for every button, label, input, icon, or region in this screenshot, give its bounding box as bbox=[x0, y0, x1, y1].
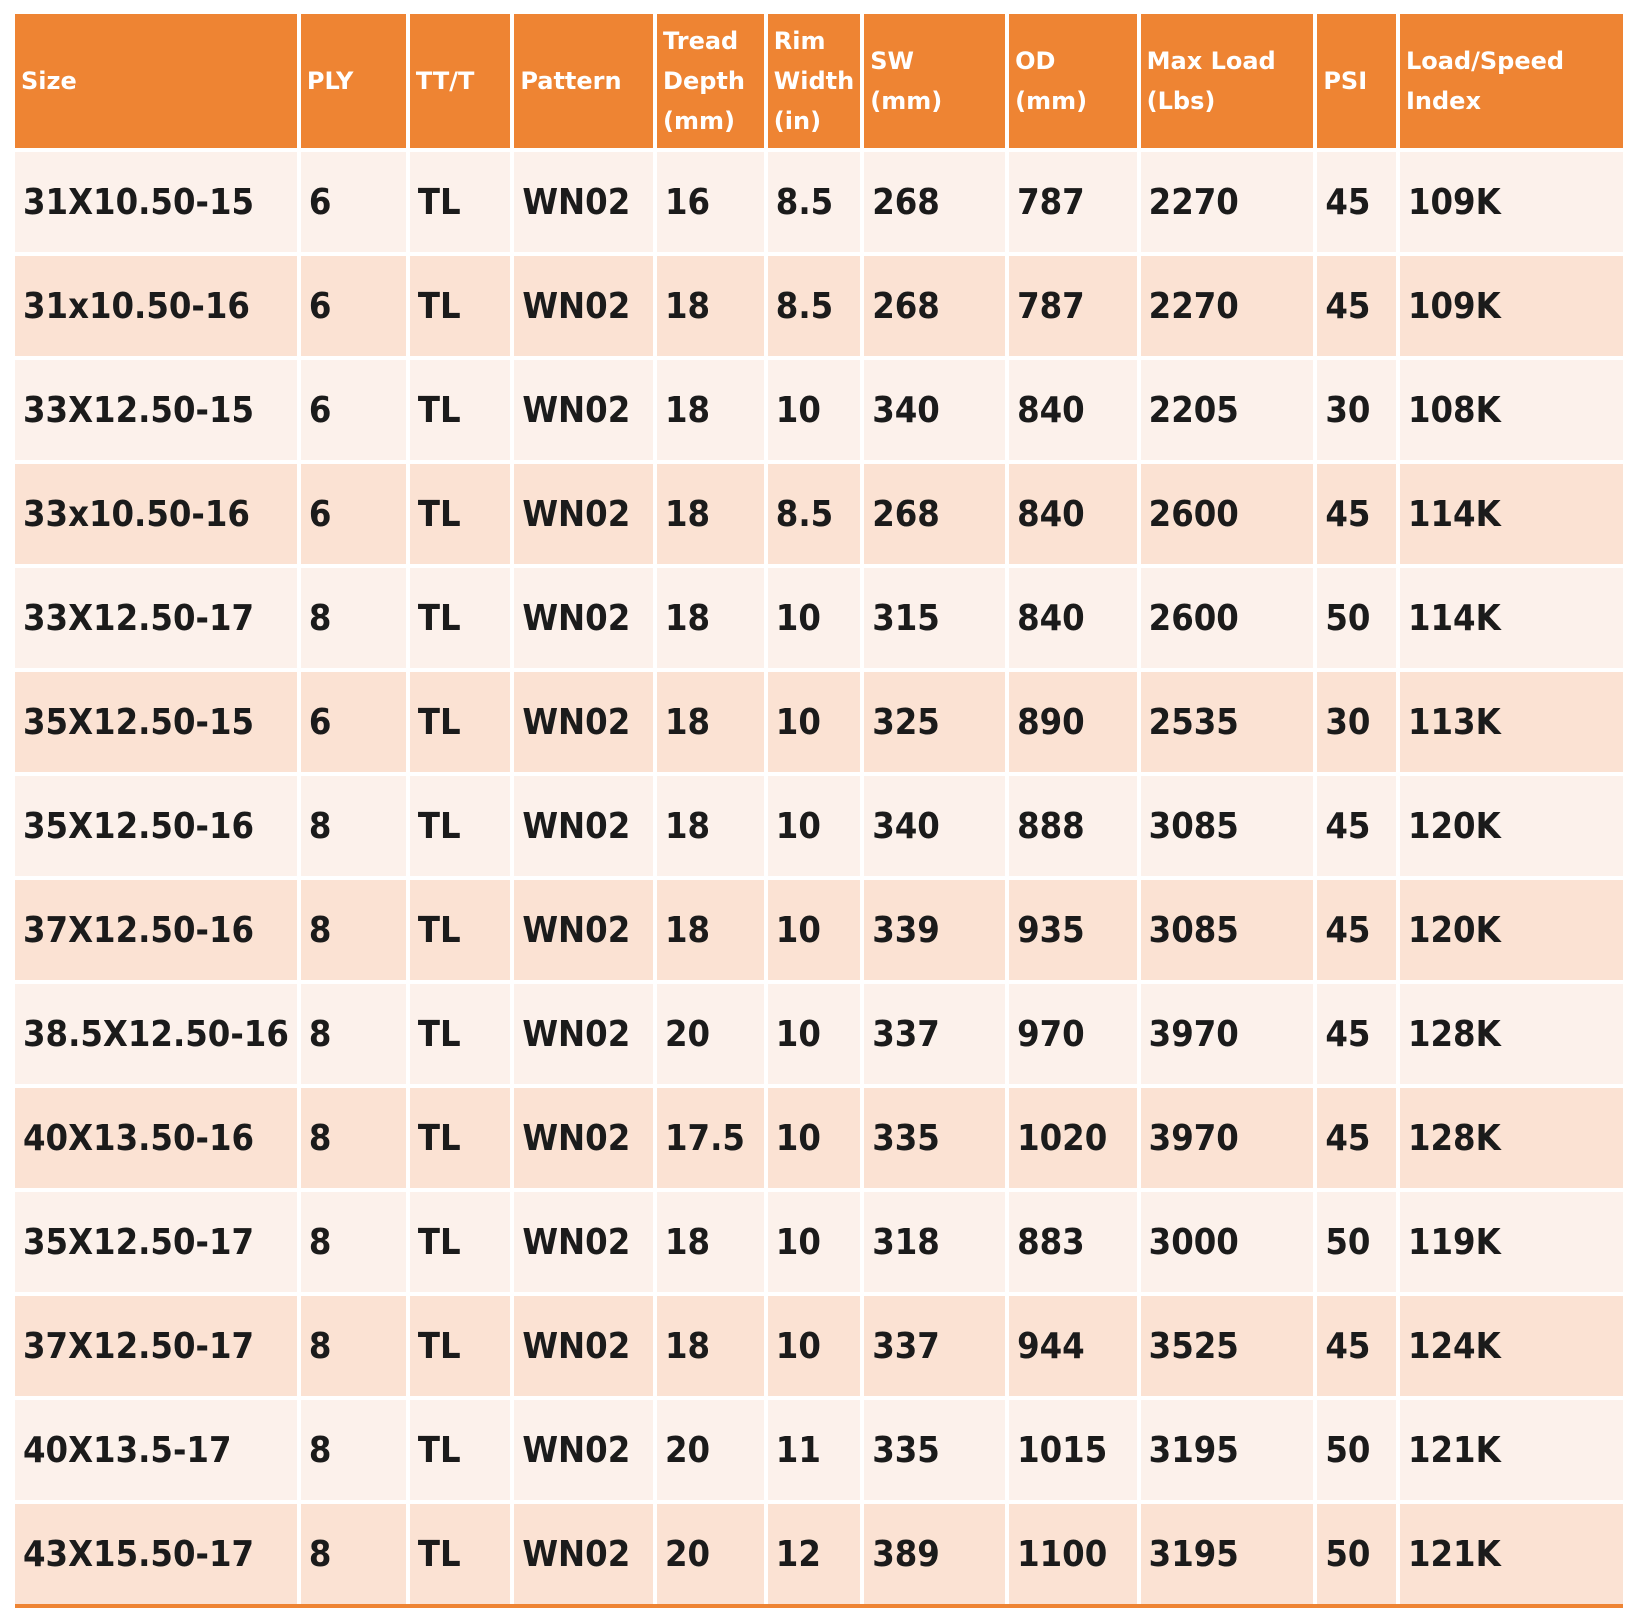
cell-psi: 30 bbox=[1317, 360, 1396, 460]
header-tt-t: TT/T bbox=[410, 14, 510, 148]
cell-pattern: WN02 bbox=[514, 984, 653, 1084]
cell-psi: 50 bbox=[1317, 1192, 1396, 1292]
cell-tread-depth: 18 bbox=[657, 776, 764, 876]
cell-od: 970 bbox=[1009, 984, 1137, 1084]
cell-size: 38.5X12.50-16 bbox=[15, 984, 297, 1084]
cell-load-speed-index: 114K bbox=[1400, 568, 1623, 668]
cell-max-load: 2205 bbox=[1141, 360, 1314, 460]
cell-psi: 30 bbox=[1317, 672, 1396, 772]
cell-tt-t: TL bbox=[410, 256, 510, 356]
cell-od: 935 bbox=[1009, 880, 1137, 980]
cell-od: 840 bbox=[1009, 464, 1137, 564]
cell-pattern: WN02 bbox=[514, 360, 653, 460]
cell-rim-width: 11 bbox=[768, 1400, 860, 1500]
cell-tt-t: TL bbox=[410, 1400, 510, 1500]
cell-max-load: 2270 bbox=[1141, 256, 1314, 356]
cell-size: 35X12.50-16 bbox=[15, 776, 297, 876]
table-row bbox=[15, 464, 1623, 564]
cell-load-speed-index: 121K bbox=[1400, 1504, 1623, 1604]
cell-size: 33X12.50-17 bbox=[15, 568, 297, 668]
cell-load-speed-index: 113K bbox=[1400, 672, 1623, 772]
cell-size: 40X13.50-16 bbox=[15, 1088, 297, 1188]
cell-rim-width: 12 bbox=[768, 1504, 860, 1604]
cell-tt-t: TL bbox=[410, 1088, 510, 1188]
table-row bbox=[15, 984, 1623, 1084]
table-row bbox=[15, 1088, 1623, 1188]
cell-load-speed-index: 120K bbox=[1400, 880, 1623, 980]
cell-max-load: 3085 bbox=[1141, 880, 1314, 980]
cell-psi: 45 bbox=[1317, 1088, 1396, 1188]
cell-tread-depth: 18 bbox=[657, 880, 764, 980]
cell-sw: 340 bbox=[864, 360, 1005, 460]
cell-load-speed-index: 128K bbox=[1400, 984, 1623, 1084]
cell-pattern: WN02 bbox=[514, 256, 653, 356]
cell-max-load: 3195 bbox=[1141, 1504, 1314, 1604]
cell-sw: 337 bbox=[864, 984, 1005, 1084]
cell-load-speed-index: 114K bbox=[1400, 464, 1623, 564]
cell-ply: 8 bbox=[301, 776, 406, 876]
cell-ply: 8 bbox=[301, 1296, 406, 1396]
table-row bbox=[15, 1504, 1623, 1604]
cell-psi: 50 bbox=[1317, 1504, 1396, 1604]
cell-rim-width: 10 bbox=[768, 672, 860, 772]
header-ply: PLY bbox=[301, 14, 406, 148]
cell-rim-width: 10 bbox=[768, 880, 860, 980]
cell-max-load: 3000 bbox=[1141, 1192, 1314, 1292]
cell-psi: 45 bbox=[1317, 776, 1396, 876]
cell-psi: 45 bbox=[1317, 464, 1396, 564]
cell-rim-width: 10 bbox=[768, 1192, 860, 1292]
cell-tt-t: TL bbox=[410, 152, 510, 252]
cell-load-speed-index: 128K bbox=[1400, 1088, 1623, 1188]
cell-pattern: WN02 bbox=[514, 776, 653, 876]
cell-max-load: 3970 bbox=[1141, 1088, 1314, 1188]
cell-tread-depth: 20 bbox=[657, 984, 764, 1084]
cell-psi: 50 bbox=[1317, 568, 1396, 668]
table-row bbox=[15, 568, 1623, 668]
table-body bbox=[15, 152, 1623, 1604]
cell-od: 1015 bbox=[1009, 1400, 1137, 1500]
cell-sw: 335 bbox=[864, 1400, 1005, 1500]
cell-size: 40X13.5-17 bbox=[15, 1400, 297, 1500]
cell-od: 787 bbox=[1009, 152, 1137, 252]
cell-tread-depth: 20 bbox=[657, 1504, 764, 1604]
table-row bbox=[15, 1192, 1623, 1292]
cell-tread-depth: 20 bbox=[657, 1400, 764, 1500]
cell-ply: 8 bbox=[301, 1088, 406, 1188]
cell-rim-width: 10 bbox=[768, 1296, 860, 1396]
cell-size: 35X12.50-17 bbox=[15, 1192, 297, 1292]
cell-tt-t: TL bbox=[410, 568, 510, 668]
cell-ply: 8 bbox=[301, 1504, 406, 1604]
cell-load-speed-index: 121K bbox=[1400, 1400, 1623, 1500]
cell-ply: 8 bbox=[301, 880, 406, 980]
cell-ply: 6 bbox=[301, 152, 406, 252]
cell-tread-depth: 17.5 bbox=[657, 1088, 764, 1188]
header-tread-depth: Tread Depth (mm) bbox=[657, 14, 764, 148]
cell-tread-depth: 18 bbox=[657, 256, 764, 356]
cell-pattern: WN02 bbox=[514, 672, 653, 772]
cell-max-load: 3195 bbox=[1141, 1400, 1314, 1500]
cell-size: 31x10.50-16 bbox=[15, 256, 297, 356]
cell-tt-t: TL bbox=[410, 880, 510, 980]
cell-psi: 45 bbox=[1317, 984, 1396, 1084]
cell-load-speed-index: 109K bbox=[1400, 152, 1623, 252]
table-row bbox=[15, 152, 1623, 252]
cell-tread-depth: 18 bbox=[657, 360, 764, 460]
header-size: Size bbox=[15, 14, 297, 148]
cell-ply: 8 bbox=[301, 1400, 406, 1500]
header-psi: PSI bbox=[1317, 14, 1396, 148]
cell-pattern: WN02 bbox=[514, 1504, 653, 1604]
header-load-speed-index: Load/Speed Index bbox=[1400, 14, 1623, 148]
cell-max-load: 2535 bbox=[1141, 672, 1314, 772]
cell-ply: 6 bbox=[301, 256, 406, 356]
cell-ply: 6 bbox=[301, 672, 406, 772]
cell-tread-depth: 16 bbox=[657, 152, 764, 252]
cell-ply: 8 bbox=[301, 1192, 406, 1292]
cell-sw: 268 bbox=[864, 256, 1005, 356]
table-row bbox=[15, 1400, 1623, 1500]
cell-rim-width: 8.5 bbox=[768, 464, 860, 564]
cell-sw: 318 bbox=[864, 1192, 1005, 1292]
cell-ply: 8 bbox=[301, 568, 406, 668]
cell-od: 840 bbox=[1009, 360, 1137, 460]
table-row bbox=[15, 672, 1623, 772]
cell-pattern: WN02 bbox=[514, 1400, 653, 1500]
cell-ply: 8 bbox=[301, 984, 406, 1084]
cell-load-speed-index: 109K bbox=[1400, 256, 1623, 356]
table-row bbox=[15, 776, 1623, 876]
cell-size: 37X12.50-17 bbox=[15, 1296, 297, 1396]
table-row bbox=[15, 880, 1623, 980]
cell-od: 944 bbox=[1009, 1296, 1137, 1396]
cell-pattern: WN02 bbox=[514, 568, 653, 668]
cell-od: 890 bbox=[1009, 672, 1137, 772]
header-rim-width: Rim Width (in) bbox=[768, 14, 860, 148]
cell-tt-t: TL bbox=[410, 984, 510, 1084]
cell-load-speed-index: 124K bbox=[1400, 1296, 1623, 1396]
cell-rim-width: 8.5 bbox=[768, 256, 860, 356]
cell-od: 888 bbox=[1009, 776, 1137, 876]
cell-psi: 45 bbox=[1317, 152, 1396, 252]
cell-tt-t: TL bbox=[410, 776, 510, 876]
cell-pattern: WN02 bbox=[514, 464, 653, 564]
cell-sw: 268 bbox=[864, 464, 1005, 564]
cell-od: 1020 bbox=[1009, 1088, 1137, 1188]
cell-pattern: WN02 bbox=[514, 880, 653, 980]
cell-max-load: 3970 bbox=[1141, 984, 1314, 1084]
cell-tt-t: TL bbox=[410, 360, 510, 460]
header-max-load: Max Load (Lbs) bbox=[1141, 14, 1314, 148]
cell-rim-width: 8.5 bbox=[768, 152, 860, 252]
bottom-rule bbox=[15, 1604, 1623, 1608]
cell-tread-depth: 18 bbox=[657, 568, 764, 668]
cell-tread-depth: 18 bbox=[657, 672, 764, 772]
cell-rim-width: 10 bbox=[768, 568, 860, 668]
cell-load-speed-index: 120K bbox=[1400, 776, 1623, 876]
cell-od: 1100 bbox=[1009, 1504, 1137, 1604]
cell-tt-t: TL bbox=[410, 672, 510, 772]
cell-sw: 335 bbox=[864, 1088, 1005, 1188]
cell-ply: 6 bbox=[301, 360, 406, 460]
cell-size: 37X12.50-16 bbox=[15, 880, 297, 980]
cell-pattern: WN02 bbox=[514, 1192, 653, 1292]
cell-max-load: 2600 bbox=[1141, 464, 1314, 564]
cell-max-load: 2600 bbox=[1141, 568, 1314, 668]
cell-size: 35X12.50-15 bbox=[15, 672, 297, 772]
cell-load-speed-index: 119K bbox=[1400, 1192, 1623, 1292]
tire-spec-table bbox=[11, 10, 1627, 1608]
header-pattern: Pattern bbox=[514, 14, 653, 148]
cell-size: 33x10.50-16 bbox=[15, 464, 297, 564]
header-od: OD (mm) bbox=[1009, 14, 1137, 148]
cell-max-load: 2270 bbox=[1141, 152, 1314, 252]
cell-size: 31X10.50-15 bbox=[15, 152, 297, 252]
table-row bbox=[15, 1296, 1623, 1396]
cell-psi: 50 bbox=[1317, 1400, 1396, 1500]
cell-pattern: WN02 bbox=[514, 1296, 653, 1396]
cell-load-speed-index: 108K bbox=[1400, 360, 1623, 460]
cell-tread-depth: 18 bbox=[657, 1296, 764, 1396]
cell-size: 33X12.50-15 bbox=[15, 360, 297, 460]
cell-od: 787 bbox=[1009, 256, 1137, 356]
cell-sw: 339 bbox=[864, 880, 1005, 980]
cell-od: 840 bbox=[1009, 568, 1137, 668]
cell-sw: 389 bbox=[864, 1504, 1005, 1604]
cell-tt-t: TL bbox=[410, 464, 510, 564]
cell-tread-depth: 18 bbox=[657, 464, 764, 564]
cell-tt-t: TL bbox=[410, 1192, 510, 1292]
cell-sw: 340 bbox=[864, 776, 1005, 876]
cell-size: 43X15.50-17 bbox=[15, 1504, 297, 1604]
cell-sw: 337 bbox=[864, 1296, 1005, 1396]
cell-sw: 315 bbox=[864, 568, 1005, 668]
table-row bbox=[15, 256, 1623, 356]
cell-tread-depth: 18 bbox=[657, 1192, 764, 1292]
cell-psi: 45 bbox=[1317, 880, 1396, 980]
cell-rim-width: 10 bbox=[768, 984, 860, 1084]
tire-spec-table-container bbox=[15, 14, 1623, 1604]
cell-pattern: WN02 bbox=[514, 152, 653, 252]
cell-tt-t: TL bbox=[410, 1504, 510, 1604]
cell-pattern: WN02 bbox=[514, 1088, 653, 1188]
cell-od: 883 bbox=[1009, 1192, 1137, 1292]
cell-max-load: 3525 bbox=[1141, 1296, 1314, 1396]
cell-tt-t: TL bbox=[410, 1296, 510, 1396]
cell-rim-width: 10 bbox=[768, 1088, 860, 1188]
cell-sw: 325 bbox=[864, 672, 1005, 772]
cell-rim-width: 10 bbox=[768, 776, 860, 876]
header-row bbox=[15, 14, 1623, 148]
cell-ply: 6 bbox=[301, 464, 406, 564]
cell-rim-width: 10 bbox=[768, 360, 860, 460]
header-sw: SW (mm) bbox=[864, 14, 1005, 148]
cell-psi: 45 bbox=[1317, 1296, 1396, 1396]
cell-max-load: 3085 bbox=[1141, 776, 1314, 876]
table-row bbox=[15, 360, 1623, 460]
cell-sw: 268 bbox=[864, 152, 1005, 252]
cell-psi: 45 bbox=[1317, 256, 1396, 356]
